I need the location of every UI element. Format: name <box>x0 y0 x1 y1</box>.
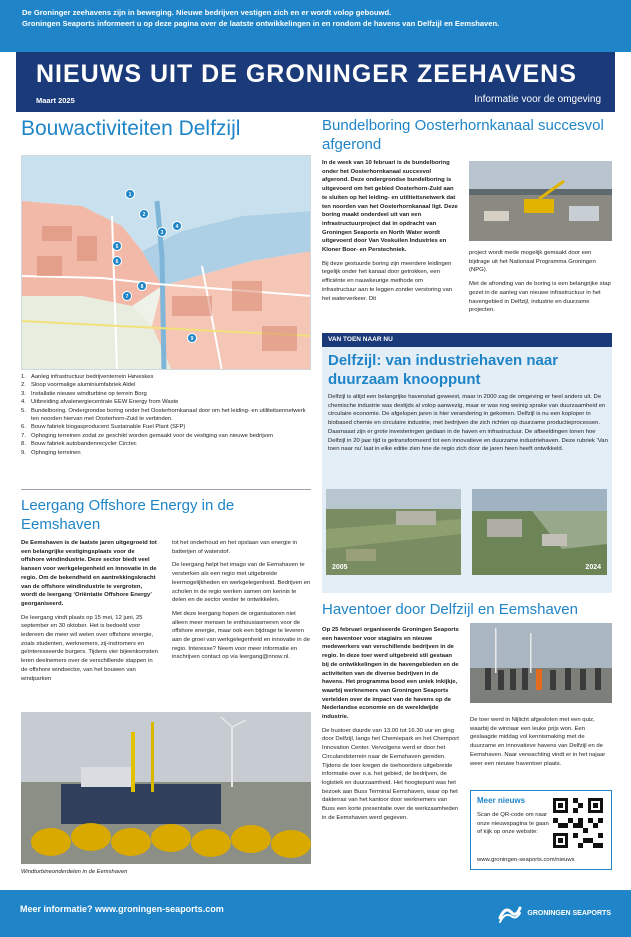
qr-code[interactable] <box>553 798 603 848</box>
vantoen-title: Delfzijl: van industriehaven naar duurzaam knooppunt <box>328 352 559 388</box>
leergang-paragraph: Met deze leergang hopen de organisatoren niet alleen meer mensen te enthousiasmeren voor de offshore energie, maar ook een bijdrage te leveren aan de groei van werkgelegenheid en innovatie in de regio. Interesse? Neem voor meer informatie en inschrijven contact op via leergang@nnow.nl. <box>172 610 310 661</box>
leergang-title: Leergang Offshore Energy in de Eemshaven <box>21 497 235 533</box>
bundel-section <box>322 116 612 154</box>
leergang-section <box>21 496 311 534</box>
meer-nieuws-title: Meer nieuws <box>477 796 526 805</box>
map-marker-label-2: 2 <box>142 212 146 218</box>
bouw-section <box>21 116 311 142</box>
delfzijl-map <box>21 155 311 370</box>
leergang-column-2 <box>172 539 311 667</box>
legend-item: 5. Bundelboring. Ondergrondse boring onder het Oosterhornkanaal door om het leiding- en utiliteitsennetwerk ten noorden hiervan met Oosterhorn-Zuid te verbinden. <box>21 407 306 423</box>
groningen-seaports-logo <box>497 902 611 924</box>
map-marker-label-5: 5 <box>115 244 119 250</box>
seaports-logo-icon <box>497 902 523 924</box>
footer <box>0 890 631 937</box>
intro-line-1: De Groninger zeehavens zijn in beweging. Nieuwe bedrijven vestigen zich en er wordt volop gebouwd. <box>22 8 392 17</box>
map-marker-label-3: 3 <box>160 230 164 236</box>
bundel-paragraph: project wordt mede mogelijk gemaakt door een bijdrage uit het Nationaal Programma Groningen (NPG). <box>469 250 596 274</box>
map-marker-label-7: 7 <box>125 294 129 300</box>
meer-nieuws-text: Scan de QR-code om naar onze nieuwspagina te gaan of kijk op onze website: <box>477 812 549 835</box>
drilling-site-photo <box>469 161 612 241</box>
bouw-legend <box>21 373 311 457</box>
year-label-2005: 2005 <box>332 564 348 571</box>
footer-info-link[interactable]: Meer informatie? www.groningen-seaports.com <box>20 904 224 914</box>
masthead-subtitle: Informatie voor de omgeving <box>474 94 601 105</box>
masthead <box>16 52 615 112</box>
bundel-paragraph: Bij deze gestuurde boring zijn meerdere leidingen tegelijk onder het kanaal door getrokken, een efficiënte en nauwkeurige methode om infrastructuur aan te leggen zonder verstoring van het waterverkeer. Dit <box>322 260 452 302</box>
haventoer-column-2 <box>470 716 612 773</box>
legend-item: 7. Ophoging terreinen zodat ze geschikt worden gemaakt voor de vestiging van nieuwe bedrijven <box>21 432 274 439</box>
legend-item: 6. Bouw fabriek biogasproducent Sustainable Fuel Plant (SFP) <box>21 424 186 431</box>
leergang-paragraph: tot het onderhoud en het opslaan van energie in batterijen of waterstof. <box>172 540 298 555</box>
haventoer-intro: Op 25 februari organiseerde Groningen Seaports een haventoer voor stagiairs en nieuwe medewerkers van verschillende bedrijven in de regio. In deze toer werd uitgebreid stil gestaan bij de ontwikkelingen in de havengebieden en de activiteiten van de diverse bedrijven in de havens. Het programma bood een uniek inkijkje, waarbij werknemers van Groningen Seaports vertelden over de impact van de havens op de Nederlandse economie en de wereldwijde industrie. <box>322 627 459 721</box>
nieuws-link[interactable]: www.groningen-seaports.com/nieuws <box>477 857 575 863</box>
van-toen-naar-nu-box <box>322 333 612 593</box>
bundel-column-2 <box>469 249 612 320</box>
aerial-photo-2024 <box>472 489 607 575</box>
haventoer-paragraph: De bustoer duurde van 13.00 tot 16.30 uur en ging door Delfzijl, langs het Chemiepark en het Chemport Innovation Center. Vervolgens werd er door het Circulandsterrein naar de Eemshaven gereden. Tijdens de toer kregen de toehoorders uitgebreide informatie over o.a. het gebied, de bedrijven, de logistiek en duurzaamheid. Het hoogtepunt was het bezoek aan Buss Terminal Eemshaven, waar op het dakterras van het kantoor door werknemers van Buss een korte presentatie over de werkzaamheden in de Eemshaven werd gegeven. <box>322 727 459 821</box>
meer-nieuws-box <box>470 790 612 870</box>
leergang-paragraph: De leergang helpt het imago van de Eemshaven te versterken als een regio met uitgebreide leermogelijkheden en werkgelegenheid. Bedrijven en scholen in de regio werken samen om kennis te delen en de sector verder te ontwikkelen. <box>172 562 311 604</box>
map-marker-label-6: 6 <box>115 259 119 265</box>
bundel-title: Bundelboring Oosterhornkanaal succesvol afgerond <box>322 117 604 153</box>
issue-date: Maart 2025 <box>36 96 75 105</box>
haventoer-title: Haventoer door Delfzijl en Eemshaven <box>322 601 578 618</box>
wind-turbine-photo <box>21 712 311 864</box>
newsletter-title: NIEUWS UIT DE GRONINGER ZEEHAVENS <box>36 60 577 88</box>
photo-caption: Windturbineonderdelen in de Eemshaven <box>21 869 128 875</box>
leergang-intro: De Eemshaven is de laatste jaren uitgegroeid tot een belangrijke vestigingsplaats voor de offshore windindustrie. Deze sector biedt veel kansen voor werkgelegenheid en innovatie in de regio. Om de bekendheid en aantrekkingskracht van de offshore windindustrie te vergroten, wordt de leergang ‘Oriëntatie Offshore Energy’ georganiseerd. <box>21 540 157 607</box>
legend-item: 9. Ophoging terreinen <box>21 449 81 456</box>
bouw-title: Bouwactiviteiten Delfzijl <box>21 117 241 140</box>
map-marker-label-9: 9 <box>190 336 194 342</box>
haventoer-paragraph: De toer werd in Nijlicht afgesloten met een quiz, waarbij de winnaar een leuke prijs won. Een geslaagde middag vol kennismaking met de duurzame en innovatieve havens van Delfzijl en de Eemshaven. Naar verwachting vindt er in het najaar weer een nieuwe haventoer plaats. <box>470 717 606 767</box>
vantoen-text: Delfzijl is altijd een belangrijke havenstad geweest, maar in 2000 zag de omgeving er heel anders uit. De chemische industrie was destijds al volop aanwezig, maar er was nog weinig sprake van duurzaamheid en circulaire economie. De afgelopen jaren is hier verandering in gekomen. Delfzijl is nu een koploper in biobased chemie en circulaire industrie, met bedrijven die zich richten op duurzame productieprocessen. Daarnaast zijn er grote investeringen gedaan in de haven en infrastructuur. De afbeeldingen tonen hoe Delfzijl in 20 jaar tijd is getransformeerd tot een innovatieve en duurzame industriehaven. Deze rubriek ‘Van toen naar nu’ laat in elke editie zien hoe de regio zich door de jaren heen heeft ontwikkeld. <box>328 394 608 453</box>
leergang-paragraph: De leergang vindt plaats op 15 mei, 12 juni, 25 september en 30 oktober. Het is bedoeld voor iedereen die meer wil weten over offshore energie, zoals studenten, werknemers, zij-instromers en geïnteresseerde burgers. Tijdens vier bijeenkomsten leren deelnemers over de verschillende stappen in de offshore windsector, van het bouwen van windparken <box>21 614 158 682</box>
bundel-column-1 <box>322 159 459 308</box>
intro-line-2: Groningen Seaports informeert u op deze pagina over de laatste ontwikkelingen in en rondom de havens van Delfzijl en Eemshaven. <box>22 19 500 28</box>
bundel-paragraph: Met de afronding van de boring is een belangrijke stap gezet in de aanleg van nieuwe infrastructuur in het havengebied in Delfzijl, industrie en duurzame projecten. <box>469 281 611 314</box>
legend-item: 1. Aanleg infrastructuur bedrijventerrein Høveskes <box>21 374 154 380</box>
haventoer-column-1 <box>322 626 459 827</box>
legend-item: 4. Uitbreiding afvalenergiecentrale EEW Energy from Waste <box>21 399 179 406</box>
legend-item: 2. Sloop voormalige aluminiumfabriek Aldel <box>21 382 136 389</box>
legend-item: 3. Installatie nieuwe windturbine op terrein Borg <box>21 390 147 397</box>
bundel-intro: In de week van 10 februari is de bundelboring onder het Oosterhornkanaal succesvol afgerond. Deze ondergrondse bundelboring is uitgevoerd om het gebied Oosterhorn-Zuid aan te sluiten op het leiding- en utiliteitsnetwerk dat ten noorden van het Oosterhornkanaal ligt. Deze boring maakt onderdeel uit van een infrastructuurproject dat in opdracht van Groningen Seaports en North Water wordt uitgevoerd door Van Voskuilen Industries en Kloner Boor- en Perstechniek. <box>322 160 458 254</box>
year-label-2024: 2024 <box>585 564 601 571</box>
haventoer-section <box>322 600 612 619</box>
map-marker-label-8: 8 <box>140 284 144 290</box>
haventoer-photo <box>470 623 612 703</box>
legend-item: 8. Bouw fabriek autobandenrecycler Circtec <box>21 441 137 448</box>
map-marker-label-4: 4 <box>175 224 179 230</box>
intro-banner <box>0 0 631 52</box>
leergang-column-1 <box>21 539 158 688</box>
aerial-photo-2005 <box>326 489 461 575</box>
rubric-label: VAN TOEN NAAR NU <box>322 333 612 347</box>
map-marker-label-1: 1 <box>128 192 132 198</box>
logo-wordmark: GRONINGEN SEAPORTS <box>527 909 611 917</box>
section-divider <box>21 489 311 490</box>
